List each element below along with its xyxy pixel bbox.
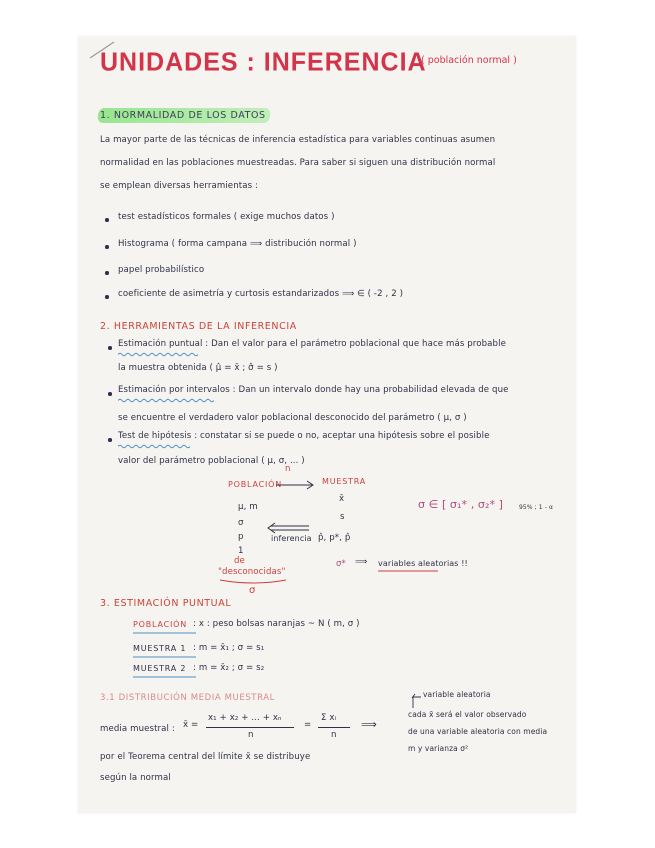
section2-item-line: la muestra obtenida ( μ̂ = x̄ ; σ̂ = s ) <box>118 363 278 373</box>
page-title: UNIDADES : INFERENCIA <box>100 47 427 77</box>
bullet-dot <box>108 346 112 350</box>
footer-line: según la normal <box>100 773 171 783</box>
diagram-right-symbol: p̂, p*, p̂ <box>318 533 351 543</box>
fraction-bar <box>206 726 296 729</box>
xbar-label: x̄ = <box>183 720 199 730</box>
notes-page <box>78 36 576 813</box>
diagram-arrow-left <box>265 522 311 534</box>
footer-line: por el Teorema central del límite x̄ se distribuye <box>100 752 311 762</box>
sum-numerator: Σ xᵢ <box>321 713 337 723</box>
fraction-numerator: x₁ + x₂ + ... + xₙ <box>208 713 282 723</box>
diagram-left-symbol: σ <box>238 518 244 528</box>
diagram-arrow-right <box>274 480 318 490</box>
section1-bullet: coeficiente de asimetría y curtosis estandarizados ⟹ ∈ ( -2 , 2 ) <box>118 289 404 299</box>
section3-row-label: MUESTRA 2 <box>133 664 187 673</box>
diagram-poblacion: POBLACIÓN <box>228 480 283 489</box>
diagram-desconocidas: "desconocidas" <box>218 567 286 577</box>
section2-item-line: Estimación por intervalos : Dan un intervalo donde hay una probabilidad elevada de que <box>118 385 509 395</box>
section3-heading: 3. ESTIMACIÓN PUNTUAL <box>100 598 232 609</box>
underline-wave <box>118 444 190 449</box>
side-note-line: de una variable aleatoria con media <box>408 727 548 736</box>
diagram-de: de <box>234 556 245 566</box>
bullet-dot <box>105 245 109 249</box>
bullet-dot <box>105 271 109 275</box>
label-underline <box>133 675 198 679</box>
section1-intro-line: La mayor parte de las técnicas de inferencia estadística para variables continuas asumen <box>100 135 496 145</box>
diagram-inferencia: inferencia <box>271 534 312 543</box>
diagram-muestra: MUESTRA <box>322 477 367 486</box>
section2-item-line: valor del parámetro poblacional ( μ, σ, ... ) <box>118 456 305 466</box>
bullet-dot <box>105 295 109 299</box>
section1-intro-line: normalidad en las poblaciones muestreadas. Para saber si siguen una distribución normal <box>100 158 496 168</box>
section1-heading: 1. NORMALIDAD DE LOS DATOS <box>100 110 266 121</box>
side-note-arrow <box>411 693 425 709</box>
equals-sign: = <box>304 720 312 730</box>
section3-row-text: : m = x̄₁ ; σ = s₁ <box>193 643 265 653</box>
underline-wave <box>118 398 216 403</box>
section31-heading: 3.1 DISTRIBUCIÓN MEDIA MUESTRAL <box>100 693 276 703</box>
diagram-interval: σ ∈ [ σ₁* , σ₂* ] <box>418 498 504 511</box>
sum-bar <box>318 726 352 729</box>
label-underline <box>133 631 198 635</box>
section1-intro-line: se emplean diversas herramientas : <box>100 181 258 191</box>
implies-arrow: ⟹ <box>361 718 377 731</box>
section2-item-line: Test de hipótesis : constatar si se puede o no, aceptar una hipótesis sobre el posible <box>118 431 490 441</box>
section3-row-text: : x : peso bolsas naranjas ~ N ( m, σ ) <box>193 619 360 629</box>
diagram-left-symbol: 1 <box>238 546 244 556</box>
section1-bullet: papel probabilístico <box>118 265 205 275</box>
diagram-sigma-star: σ* <box>336 559 346 569</box>
diagram-variables-underline <box>378 569 440 573</box>
bullet-dot <box>108 438 112 442</box>
diagram-left-symbol: p <box>238 532 244 542</box>
underline-wave <box>118 352 198 357</box>
side-note-line: m y varianza σ² <box>408 744 469 753</box>
section1-bullet: Histograma ( forma campana ⟹ distribución normal ) <box>118 239 357 249</box>
media-label: media muestral : <box>100 724 175 734</box>
section3-row-label: MUESTRA 1 <box>133 644 187 653</box>
section2-heading: 2. HERRAMIENTAS DE LA INFERENCIA <box>100 321 297 332</box>
diagram-n-label: n <box>285 464 291 474</box>
section3-row-label: POBLACIÓN <box>133 620 188 629</box>
section1-bullet: test estadísticos formales ( exige muchos datos ) <box>118 212 335 222</box>
side-note-line: cada x̄ será el valor observado <box>408 710 527 719</box>
diagram-right-symbol: x̄ <box>339 494 345 504</box>
section3-row-text: : m = x̄₂ ; σ = s₂ <box>193 663 265 673</box>
diagram-implies-arrow: ⟹ <box>355 557 368 567</box>
diagram-interval-sub: 95% ; 1 - α <box>519 504 554 511</box>
page-subtitle: ( población normal ) <box>421 55 517 66</box>
bullet-dot <box>105 218 109 222</box>
label-underline <box>133 655 198 659</box>
fraction-denominator: n <box>248 730 254 740</box>
diagram-sigma-bottom: σ <box>249 585 256 596</box>
section2-item-line: se encuentre el verdadero valor poblacional desconocido del parámetro ( μ, σ ) <box>118 413 467 423</box>
diagram-variables: variables aleatorias !! <box>378 559 468 568</box>
sum-denominator: n <box>331 730 337 740</box>
diagram-left-symbol: μ, m <box>238 502 258 512</box>
section2-item-line: Estimación puntual : Dan el valor para el parámetro poblacional que hace más probable <box>118 339 506 349</box>
side-note-top: variable aleatoria <box>423 690 491 699</box>
diagram-right-symbol: s <box>340 512 345 522</box>
bullet-dot <box>108 392 112 396</box>
